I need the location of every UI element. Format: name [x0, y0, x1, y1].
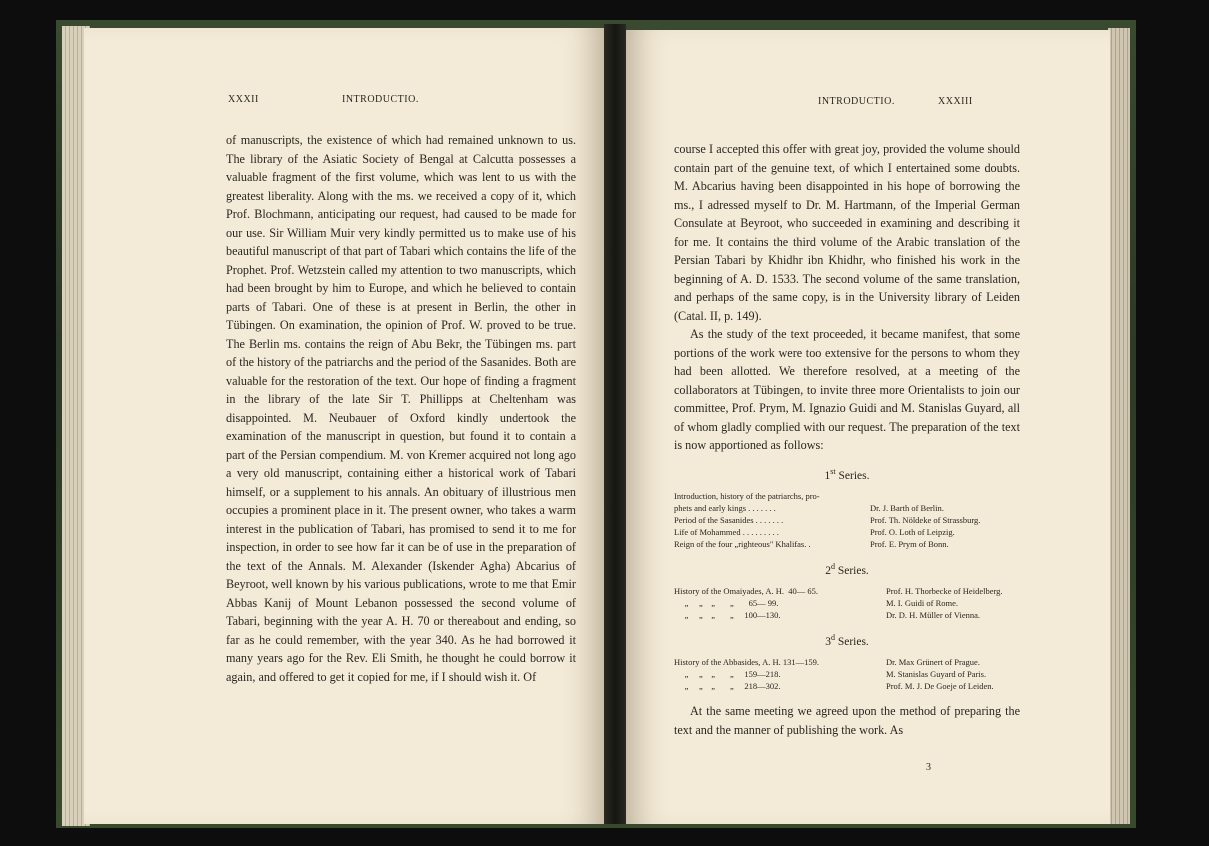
page-number-left: XXXII	[228, 94, 259, 105]
table-row: Period of the Sasanides . . . . . . . Prof. Th. Nöldeke of Strassburg.	[674, 514, 981, 525]
paragraph-2: As the study of the text proceeded, it became manifest, that some portions of the work were too extensive for the persons to whom they had been allotted. We therefore resolved, at a meeting of the collaborators at Tübingen, to invite three more Orientalists to join our committee, Prof. Prym, M. Ignazio Guidi and M. Stanislas Guyard, all of whom gladly complied with our request. The preparation of the text is now apportioned as follows:	[674, 327, 1020, 452]
series-2-title: 2$^d$ Series.	[825, 561, 869, 577]
paragraph-1: course I accepted this offer with great joy, provided the volume should contain part of the genuine text, of which I entertained some doubts. M. Abcarius having been disappointed in his hope of borrowing the ms., I adressed myself to Dr. M. Hartmann, of the Imperial German Consulate at Beyroot, who succeeded in examining and describing it for me. It contains the third volume of the Arabic translation of the Persian Tabari by Khidhr ibn Khidhr, who finished his work in the beginning of A. D. 1533. The second volume of the same translation, and perhaps of the same copy, is in the University library of Leiden (Catal. II, p. 149).	[674, 142, 1020, 323]
table-row: Introduction, history of the patriarchs, pro-	[674, 490, 820, 501]
series-3-table	[674, 656, 1020, 692]
gutter	[604, 24, 626, 824]
table-row: phets and early kings . . . . . . . Dr. J. Barth of Berlin.	[674, 502, 944, 513]
table-row: Reign of the four „righteous" Khalifas. . Prof. E. Prym of Bonn.	[674, 538, 949, 549]
series-2-table	[674, 585, 1020, 621]
page-number-right: XXXIII	[938, 96, 973, 107]
series-3-title: 3$^d$ Series.	[825, 633, 869, 648]
left-paragraph: of manuscripts, the existence of which had remained unknown to us. The library of the Asiatic Society of Bengal at Calcutta possesses a valuable fragment of the first volume, which was lent to us with the greatest liberality. Along with the ms. we received a copy of it, which Prof. Blochmann, anticipating our request, had caused to be made for our use. Sir William Muir very kindly permitted us to make use of his beautiful manuscript of that part of Tabari which contains the life of the Prophet. Prof. Wetzstein called my attention to two manuscripts, which had been brought by him to Europe, and which he believed to contain parts of Tabari. One of these is at present in Berlin, the other in Tübingen. On examination, the opinion of Prof. W. proved to be true. The Berlin ms. contains the reign of Abu Bekr, the Tübingen ms. part of the history of the patriarchs and the period of the Sasanides. Both are valuable for the restoration of the text. Our hope of finding a fragment in the library of the late Sir T. Phillipps at Cheltenham was disappointed. M. Neubauer of Oxford kindly undertook the examination of the manuscript in question, but found it to contain a part of the Persian compendium. M. von Kremer acquired not long ago a very old manuscript, containing either a historical work of Tabari himself, or a supplement to his annals. An obituary of illustrious men occupies a prominent place in it. The present owner, who takes a warm interest in the publication of Tabari, has promised to send it to me for inspection, in order to see how far it can be of use in the preparation of the text of the Annals. M. Alexander (Iskender Agha) Abcarius of Beyroot, well known by his various publications, wrote to me that Emir Abbas Kanij of Mount Lebanon possessed the second volume of Tabari, beginning with the year A. H. 70 or thereabout and ending, so far as he could remember, with the year 340. As he had borrowed it many years ago for the Rev. Eli Smith, he thought he could borrow it again, and offered to get it copied for me, if I should wish it. Of	[226, 133, 576, 684]
table-row: History of the Abbasides, A. H. 131—159. Dr. Max Grünert of Prague.	[674, 657, 980, 668]
series-1-title: 1st Series.	[824, 466, 870, 482]
signature-mark: 3	[926, 762, 931, 773]
table-row: „ „ „ „ 65— 99. M. I. Guidi of Rome.	[674, 598, 959, 609]
table-row: „ „ „ „ 218—302. Prof. M. J. De Goeje of Leiden.	[674, 681, 994, 692]
table-row: „ „ „ „ 100—130. Dr. D. H. Müller of Vienna.	[674, 610, 980, 621]
right-page-edges	[1108, 28, 1130, 824]
running-head-right: INTRODUCTIO.	[818, 96, 895, 107]
table-row: „ „ „ „ 159—218. M. Stanislas Guyard of Paris.	[674, 669, 987, 680]
table-row: Life of Mohammed . . . . . . . . . Prof. O. Loth of Leipzig.	[674, 526, 955, 537]
left-page	[84, 28, 604, 824]
table-row: History of the Omaiyades, A. H. 40— 65. Prof. H. Thorbecke of Heidelberg.	[674, 586, 1003, 597]
running-head-left: INTRODUCTIO.	[342, 94, 419, 105]
left-body-text	[226, 131, 576, 686]
paragraph-3: At the same meeting we agreed upon the method of preparing the text and the manner of publishing the work. As	[674, 704, 1020, 737]
right-body-text	[674, 140, 1020, 739]
right-page	[626, 30, 1110, 824]
series-1-table	[674, 490, 1020, 550]
